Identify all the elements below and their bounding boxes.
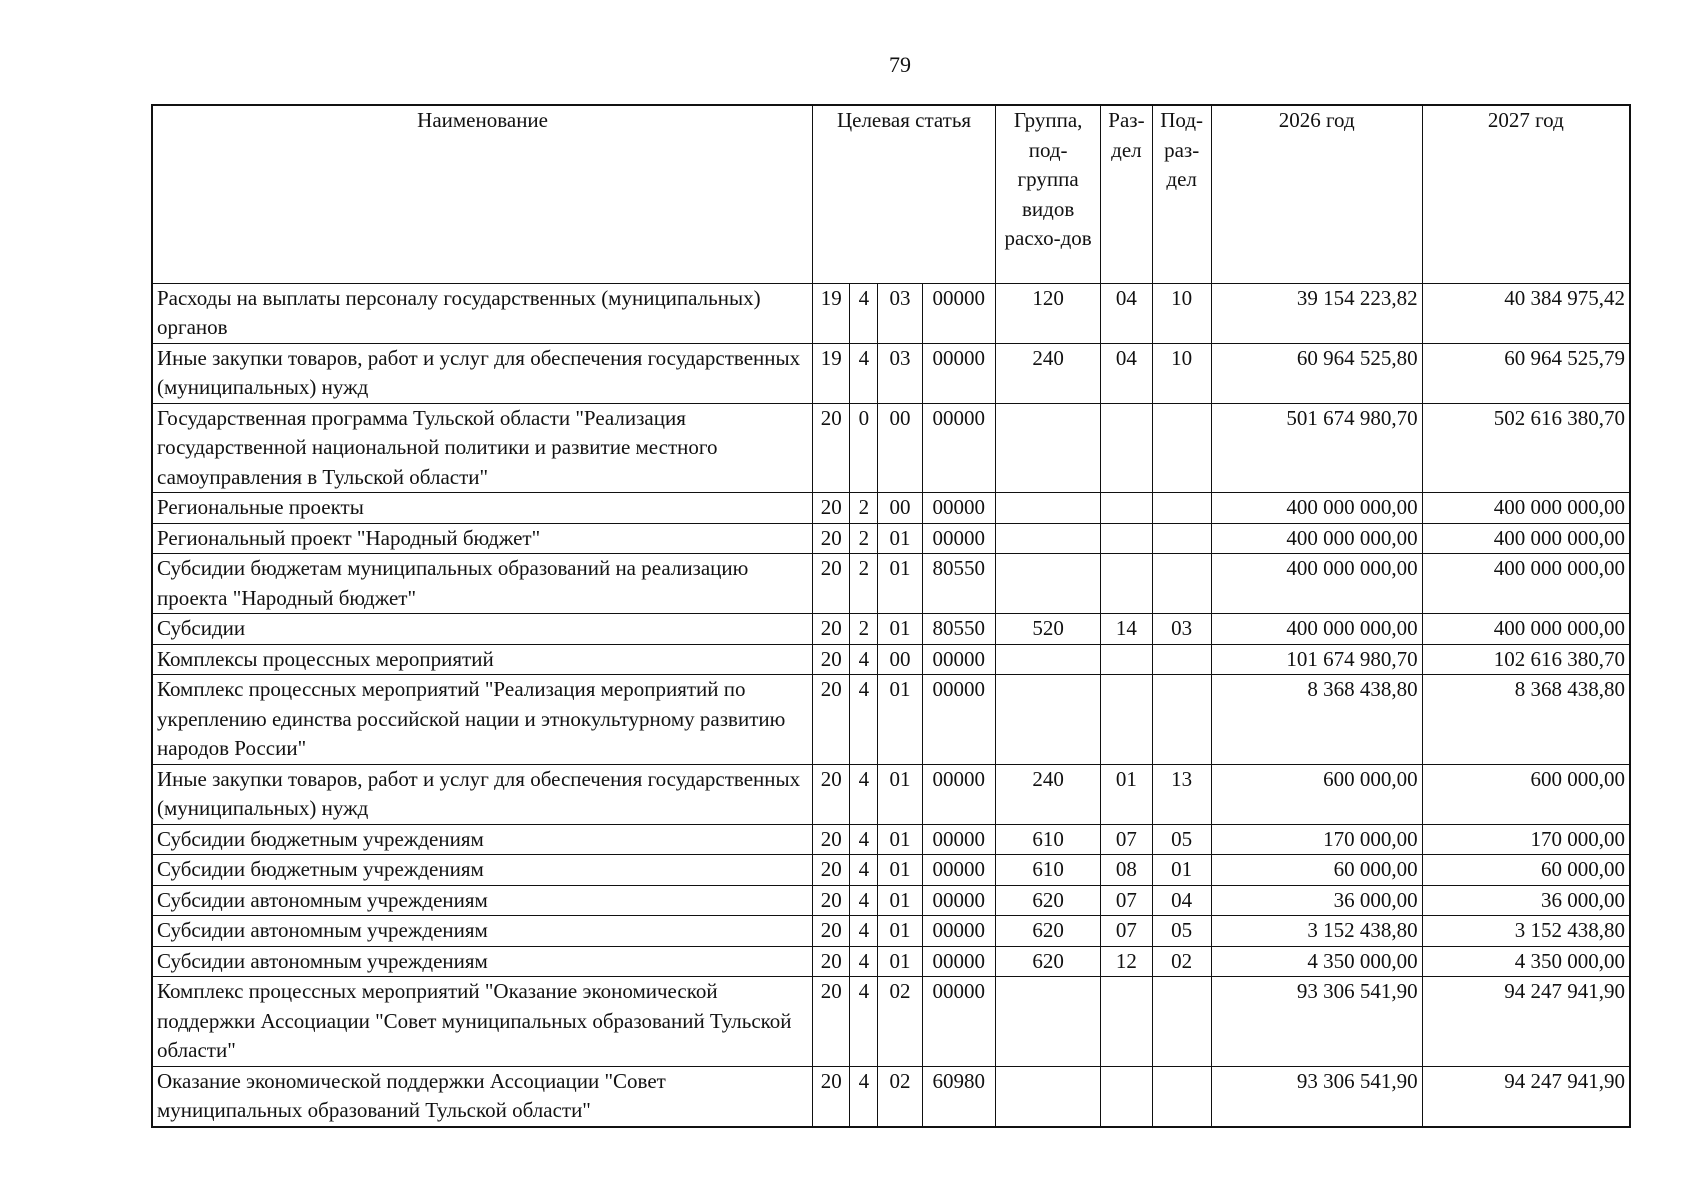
row-target-code-3: 01 xyxy=(878,764,922,824)
row-amount-2027: 170 000,00 xyxy=(1422,824,1630,855)
row-target-code-1: 20 xyxy=(813,493,850,524)
table-row xyxy=(152,493,1630,524)
table-row xyxy=(152,614,1630,645)
row-name: Субсидии автономным учреждениям xyxy=(152,916,813,947)
table-row xyxy=(152,1066,1630,1127)
row-target-code-2: 4 xyxy=(850,916,878,947)
row-subsection: 10 xyxy=(1152,283,1211,343)
row-target-code-4: 00000 xyxy=(922,885,995,916)
row-amount-2026: 93 306 541,90 xyxy=(1211,1066,1422,1127)
row-amount-2027: 400 000 000,00 xyxy=(1422,523,1630,554)
row-amount-2027: 94 247 941,90 xyxy=(1422,977,1630,1067)
row-amount-2027: 8 368 438,80 xyxy=(1422,675,1630,765)
row-target-code-3: 00 xyxy=(878,403,922,493)
row-target-code-4: 80550 xyxy=(922,614,995,645)
table-row xyxy=(152,675,1630,765)
row-amount-2026: 3 152 438,80 xyxy=(1211,916,1422,947)
header-name: Наименование xyxy=(152,105,813,283)
row-amount-2027: 36 000,00 xyxy=(1422,885,1630,916)
row-name: Субсидии бюджетным учреждениям xyxy=(152,824,813,855)
row-amount-2027: 4 350 000,00 xyxy=(1422,946,1630,977)
row-name: Комплекс процессных мероприятий "Оказание экономической поддержки Ассоциации "Совет муниципальных образований Тульской области" xyxy=(152,977,813,1067)
header-group: Группа, под-группа видов расхо-дов xyxy=(995,105,1100,283)
row-section: 04 xyxy=(1101,283,1152,343)
row-name: Субсидии бюджетам муниципальных образований на реализацию проекта "Народный бюджет" xyxy=(152,554,813,614)
row-section xyxy=(1101,554,1152,614)
row-amount-2026: 36 000,00 xyxy=(1211,885,1422,916)
row-target-code-3: 02 xyxy=(878,977,922,1067)
row-group: 620 xyxy=(995,916,1100,947)
row-name: Оказание экономической поддержки Ассоциации "Совет муниципальных образований Тульской области" xyxy=(152,1066,813,1127)
row-group xyxy=(995,523,1100,554)
row-amount-2026: 60 000,00 xyxy=(1211,855,1422,886)
row-section: 12 xyxy=(1101,946,1152,977)
row-amount-2027: 3 152 438,80 xyxy=(1422,916,1630,947)
row-amount-2026: 4 350 000,00 xyxy=(1211,946,1422,977)
row-target-code-3: 01 xyxy=(878,855,922,886)
row-target-code-2: 4 xyxy=(850,283,878,343)
row-target-code-4: 00000 xyxy=(922,855,995,886)
table-row xyxy=(152,885,1630,916)
row-target-code-4: 00000 xyxy=(922,916,995,947)
row-target-code-2: 2 xyxy=(850,523,878,554)
row-amount-2026: 170 000,00 xyxy=(1211,824,1422,855)
row-amount-2027: 600 000,00 xyxy=(1422,764,1630,824)
row-target-code-4: 00000 xyxy=(922,977,995,1067)
row-section xyxy=(1101,644,1152,675)
row-target-code-2: 0 xyxy=(850,403,878,493)
row-target-code-3: 01 xyxy=(878,523,922,554)
row-target-code-3: 01 xyxy=(878,885,922,916)
table-row xyxy=(152,283,1630,343)
row-amount-2027: 400 000 000,00 xyxy=(1422,554,1630,614)
row-target-code-4: 00000 xyxy=(922,824,995,855)
row-name: Комплекс процессных мероприятий "Реализация мероприятий по укреплению единства российской нации и этнокультурному развитию народов России" xyxy=(152,675,813,765)
row-target-code-1: 20 xyxy=(813,885,850,916)
row-group xyxy=(995,554,1100,614)
row-target-code-4: 00000 xyxy=(922,946,995,977)
row-target-code-1: 19 xyxy=(813,343,850,403)
row-group xyxy=(995,644,1100,675)
row-target-code-2: 4 xyxy=(850,946,878,977)
header-year-2026: 2026 год xyxy=(1211,105,1422,283)
row-subsection: 05 xyxy=(1152,824,1211,855)
row-amount-2027: 94 247 941,90 xyxy=(1422,1066,1630,1127)
row-amount-2027: 40 384 975,42 xyxy=(1422,283,1630,343)
row-target-code-1: 20 xyxy=(813,614,850,645)
row-group: 120 xyxy=(995,283,1100,343)
row-target-code-3: 03 xyxy=(878,343,922,403)
table-row xyxy=(152,523,1630,554)
table-row xyxy=(152,403,1630,493)
header-target-article: Целевая статья xyxy=(813,105,996,283)
row-target-code-2: 2 xyxy=(850,614,878,645)
row-target-code-1: 20 xyxy=(813,855,850,886)
row-target-code-2: 4 xyxy=(850,343,878,403)
row-name: Иные закупки товаров, работ и услуг для обеспечения государственных (муниципальных) нужд xyxy=(152,343,813,403)
row-amount-2026: 39 154 223,82 xyxy=(1211,283,1422,343)
row-section xyxy=(1101,493,1152,524)
row-target-code-2: 2 xyxy=(850,554,878,614)
row-target-code-3: 01 xyxy=(878,554,922,614)
row-target-code-4: 00000 xyxy=(922,644,995,675)
table-row xyxy=(152,855,1630,886)
row-group: 520 xyxy=(995,614,1100,645)
row-name: Субсидии бюджетным учреждениям xyxy=(152,855,813,886)
row-subsection: 13 xyxy=(1152,764,1211,824)
row-amount-2026: 600 000,00 xyxy=(1211,764,1422,824)
row-amount-2026: 400 000 000,00 xyxy=(1211,493,1422,524)
row-subsection: 02 xyxy=(1152,946,1211,977)
table-row xyxy=(152,644,1630,675)
row-target-code-4: 80550 xyxy=(922,554,995,614)
row-target-code-2: 4 xyxy=(850,855,878,886)
row-name: Региональные проекты xyxy=(152,493,813,524)
row-amount-2027: 102 616 380,70 xyxy=(1422,644,1630,675)
row-subsection xyxy=(1152,675,1211,765)
row-subsection xyxy=(1152,1066,1211,1127)
row-target-code-4: 00000 xyxy=(922,675,995,765)
row-target-code-4: 00000 xyxy=(922,523,995,554)
row-group: 610 xyxy=(995,824,1100,855)
row-group: 620 xyxy=(995,946,1100,977)
row-amount-2026: 400 000 000,00 xyxy=(1211,614,1422,645)
row-group: 610 xyxy=(995,855,1100,886)
row-target-code-1: 20 xyxy=(813,824,850,855)
row-target-code-2: 4 xyxy=(850,1066,878,1127)
row-section xyxy=(1101,1066,1152,1127)
row-amount-2026: 400 000 000,00 xyxy=(1211,554,1422,614)
row-target-code-3: 00 xyxy=(878,644,922,675)
budget-table xyxy=(151,104,1631,1128)
row-name: Комплексы процессных мероприятий xyxy=(152,644,813,675)
row-name: Субсидии xyxy=(152,614,813,645)
row-target-code-4: 00000 xyxy=(922,493,995,524)
row-subsection xyxy=(1152,523,1211,554)
row-target-code-2: 4 xyxy=(850,644,878,675)
row-subsection xyxy=(1152,493,1211,524)
row-target-code-1: 20 xyxy=(813,554,850,614)
row-target-code-1: 20 xyxy=(813,1066,850,1127)
row-amount-2027: 60 964 525,79 xyxy=(1422,343,1630,403)
row-group xyxy=(995,1066,1100,1127)
row-target-code-4: 00000 xyxy=(922,764,995,824)
row-target-code-1: 20 xyxy=(813,403,850,493)
row-amount-2026: 8 368 438,80 xyxy=(1211,675,1422,765)
row-group xyxy=(995,403,1100,493)
row-group: 240 xyxy=(995,343,1100,403)
table-row xyxy=(152,764,1630,824)
row-group: 620 xyxy=(995,885,1100,916)
row-amount-2026: 101 674 980,70 xyxy=(1211,644,1422,675)
row-group: 240 xyxy=(995,764,1100,824)
table-row xyxy=(152,554,1630,614)
row-section: 04 xyxy=(1101,343,1152,403)
table-row xyxy=(152,916,1630,947)
row-amount-2027: 400 000 000,00 xyxy=(1422,493,1630,524)
row-name: Субсидии автономным учреждениям xyxy=(152,946,813,977)
row-name: Региональный проект "Народный бюджет" xyxy=(152,523,813,554)
row-target-code-1: 20 xyxy=(813,523,850,554)
header-subsection: Под-раз-дел xyxy=(1152,105,1211,283)
row-target-code-4: 00000 xyxy=(922,343,995,403)
page-number: 79 xyxy=(889,52,911,77)
row-subsection xyxy=(1152,977,1211,1067)
row-section xyxy=(1101,523,1152,554)
row-name: Субсидии автономным учреждениям xyxy=(152,885,813,916)
row-target-code-3: 00 xyxy=(878,493,922,524)
row-subsection: 03 xyxy=(1152,614,1211,645)
row-group xyxy=(995,977,1100,1067)
row-section xyxy=(1101,403,1152,493)
row-subsection xyxy=(1152,554,1211,614)
row-target-code-2: 4 xyxy=(850,885,878,916)
row-amount-2026: 501 674 980,70 xyxy=(1211,403,1422,493)
row-target-code-2: 4 xyxy=(850,977,878,1067)
row-name: Иные закупки товаров, работ и услуг для обеспечения государственных (муниципальных) нужд xyxy=(152,764,813,824)
row-target-code-3: 01 xyxy=(878,916,922,947)
table-row xyxy=(152,977,1630,1067)
row-section xyxy=(1101,675,1152,765)
row-target-code-3: 01 xyxy=(878,675,922,765)
row-section xyxy=(1101,977,1152,1067)
row-subsection: 04 xyxy=(1152,885,1211,916)
row-subsection: 01 xyxy=(1152,855,1211,886)
row-section: 14 xyxy=(1101,614,1152,645)
row-section: 08 xyxy=(1101,855,1152,886)
row-subsection: 10 xyxy=(1152,343,1211,403)
row-amount-2027: 502 616 380,70 xyxy=(1422,403,1630,493)
row-group xyxy=(995,493,1100,524)
row-section: 01 xyxy=(1101,764,1152,824)
row-target-code-1: 19 xyxy=(813,283,850,343)
row-subsection xyxy=(1152,644,1211,675)
row-group xyxy=(995,675,1100,765)
table-row xyxy=(152,824,1630,855)
table-row xyxy=(152,946,1630,977)
row-name: Государственная программа Тульской области "Реализация государственной национальной политики и развитие местного самоуправления в Тульской области" xyxy=(152,403,813,493)
row-target-code-1: 20 xyxy=(813,764,850,824)
row-subsection: 05 xyxy=(1152,916,1211,947)
header-year-2027: 2027 год xyxy=(1422,105,1630,283)
row-target-code-4: 60980 xyxy=(922,1066,995,1127)
row-name: Расходы на выплаты персоналу государственных (муниципальных) органов xyxy=(152,283,813,343)
row-target-code-3: 01 xyxy=(878,614,922,645)
row-target-code-1: 20 xyxy=(813,946,850,977)
row-target-code-2: 2 xyxy=(850,493,878,524)
row-target-code-1: 20 xyxy=(813,916,850,947)
row-section: 07 xyxy=(1101,916,1152,947)
row-target-code-2: 4 xyxy=(850,824,878,855)
row-amount-2026: 400 000 000,00 xyxy=(1211,523,1422,554)
row-amount-2027: 400 000 000,00 xyxy=(1422,614,1630,645)
row-target-code-1: 20 xyxy=(813,675,850,765)
row-target-code-1: 20 xyxy=(813,977,850,1067)
row-target-code-4: 00000 xyxy=(922,283,995,343)
row-target-code-3: 01 xyxy=(878,824,922,855)
row-subsection xyxy=(1152,403,1211,493)
row-target-code-2: 4 xyxy=(850,675,878,765)
row-target-code-4: 00000 xyxy=(922,403,995,493)
row-section: 07 xyxy=(1101,824,1152,855)
row-target-code-3: 03 xyxy=(878,283,922,343)
row-target-code-3: 01 xyxy=(878,946,922,977)
row-amount-2026: 93 306 541,90 xyxy=(1211,977,1422,1067)
row-target-code-1: 20 xyxy=(813,644,850,675)
row-section: 07 xyxy=(1101,885,1152,916)
row-amount-2026: 60 964 525,80 xyxy=(1211,343,1422,403)
row-amount-2027: 60 000,00 xyxy=(1422,855,1630,886)
table-row xyxy=(152,343,1630,403)
row-target-code-2: 4 xyxy=(850,764,878,824)
header-section: Раз-дел xyxy=(1101,105,1152,283)
row-target-code-3: 02 xyxy=(878,1066,922,1127)
header-row xyxy=(152,105,1630,283)
